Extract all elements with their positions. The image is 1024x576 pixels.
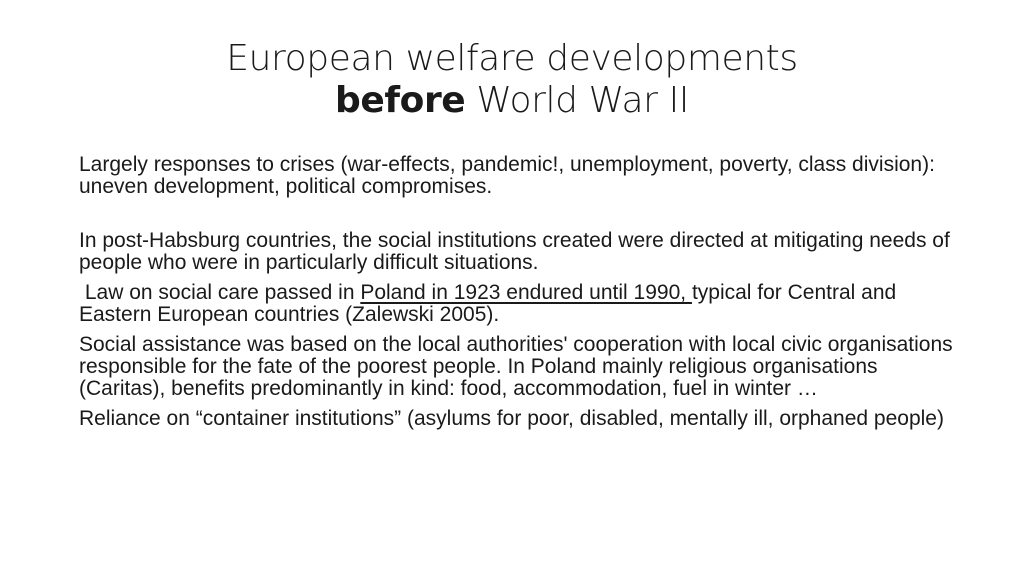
paragraph-crises: Largely responses to crises (war-effects, pandemic!, unemployment, poverty, class division): uneven development, political compromises. (79, 153, 935, 198)
slide-body (79, 154, 959, 438)
title-emphasis: before (334, 80, 466, 121)
title-line-2-rest: World War II (465, 80, 690, 121)
slide-title (0, 38, 1024, 122)
title-line-1: European welfare developments (226, 38, 798, 79)
underlined-poland-phrase: Poland in 1923 endured until 1990, (360, 281, 692, 304)
title-line-2 (0, 80, 1024, 122)
law-text-end: typical for Central and Eastern European countries (Zalewski 2005). (79, 281, 897, 326)
paragraph-habsburg: In post-Habsburg countries, the social institutions created were directed at mitigating needs of people who were in particularly difficult situations. (79, 229, 950, 274)
paragraph-law-social-care (79, 282, 959, 326)
paragraph-container-institutions: Reliance on “container institutions” (asylums for poor, disabled, mentally ill, orphaned people) (79, 407, 944, 430)
paragraph-social-assistance: Social assistance was based on the local authorities' cooperation with local civic organisations responsible for the fate of the poorest people. In Poland mainly religious organisations (Caritas), benefits predominantly in kind: food, accommodation, fuel in winter … (79, 333, 953, 400)
law-text-start: Law on social care passed in (79, 281, 361, 304)
